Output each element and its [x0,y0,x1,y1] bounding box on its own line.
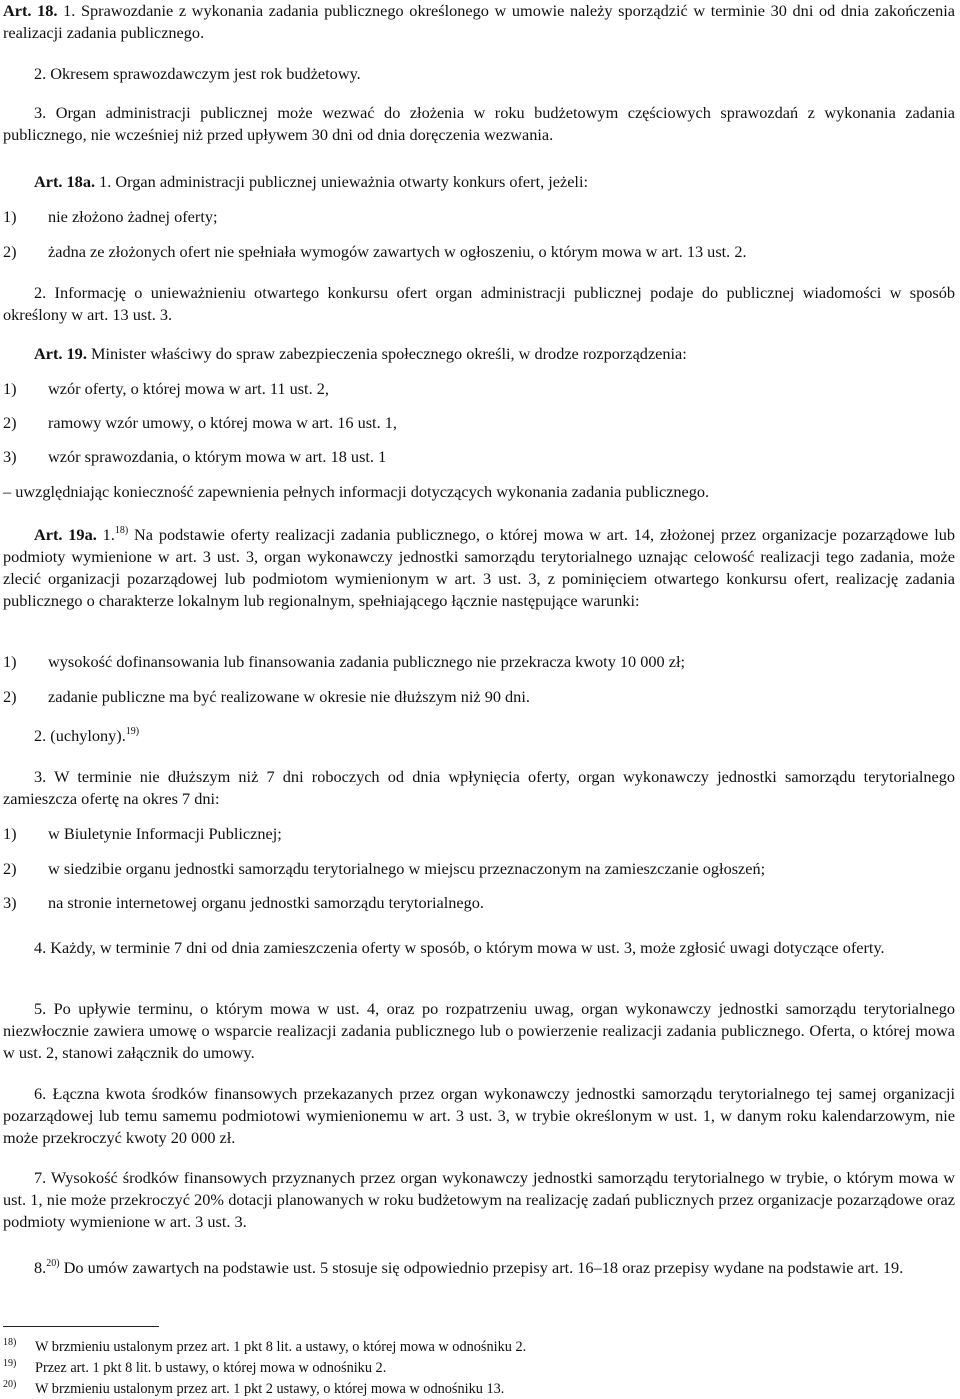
list-item-number: 1) [3,652,17,671]
list-item-number: 2) [3,687,17,706]
art-19a-para-4 [3,937,955,959]
list-item-number: 1) [3,824,17,843]
footnote-ref: 19) [125,725,140,737]
list-item-number: 2) [3,859,17,878]
list-item [3,206,955,228]
art-19a-p6-text: 6. Łączna kwota środków finansowych przekazanych przez organ wykonawczy jednostki samorządu terytorialnego tej samej organizacji pozarządowej lub temu samemu podmiotowi wymienionemu w art. 3 ust. 3, w trybie określonym w ust. 1, w danym roku kalendarzowym, nie może przekroczyć kwoty 20 000 zł. [3,1084,955,1147]
art-19a-p4-text: 4. Każdy, w terminie 7 dni od dnia zamieszczenia oferty w sposób, o którym mowa w ust. 3, może zgłosić uwagi dotyczące oferty. [34,938,885,957]
art-19a-para-2 [3,725,955,747]
list-item-text: w Biuletynie Informacji Publicznej; [48,824,282,843]
list-item [3,446,955,468]
art-19a-p3-text: 3. W terminie nie dłuższym niż 7 dni roboczych od dnia wpłynięcia oferty, organ wykonawczy jednostki samorządu terytorialnego zamieszcza ofertę na okres 7 dni: [3,767,955,808]
list-item [3,823,955,845]
list-item [3,412,955,434]
art-19a-p2-text: 2. (uchylony). [34,726,126,745]
art-18-p2-text: 2. Okresem sprawozdawczym jest rok budżetowy. [34,64,361,83]
list-item [3,651,955,673]
list-item-text: na stronie internetowej organu jednostki samorządu terytorialnego. [48,893,485,912]
list-item [3,378,955,400]
art-18-heading: Art. 18. [3,1,58,20]
footnote-ref: 20) [46,1257,60,1269]
list-item-text: żadna ze złożonych ofert nie spełniała wymogów zawartych w ogłoszeniu, o którym mowa w art. 13 ust. 2. [48,242,747,261]
art-18-p1-text: Sprawozdanie z wykonania zadania publicznego określonego w umowie należy sporządzić w terminie 30 dni od dnia zakończenia realizacji zadania publicznego. [3,1,955,42]
footnote-number: 19) [3,1358,17,1369]
art-19a-para-6 [3,1083,955,1149]
list-item-number: 3) [3,893,17,912]
art-19a-para-5 [3,998,955,1064]
art-19a-p5-text: 5. Po upływie terminu, o którym mowa w ust. 4, oraz po rozpatrzeniu uwag, organ wykonawczy jednostki samorządu terytorialnego niezwłocznie zawiera umowę o wsparcie realizacji zadania publicznego lub o powierzenie realizacji zadania publicznego. Oferta, o której mowa w ust. 2, stanowi załącznik do umowy. [3,999,955,1062]
art-18-p3-text: 3. Organ administracji publicznej może wezwać do złożenia w roku budżetowym częściowych sprawozdań z wykonania zadania publicznego, nie wcześniej niż przed upływem 30 dni od dnia doręczenia wezwania. [3,103,955,144]
footnote-text: W brzmieniu ustalonym przez art. 1 pkt 2 ustawy, o której mowa w odnośniku 13. [35,1381,505,1397]
list-item-text: wysokość dofinansowania lub finansowania zadania publicznego nie przekracza kwoty 10 000 zł; [48,652,686,671]
footnote [3,1380,955,1398]
art-19a-para-7 [3,1167,955,1233]
art-19a-p1-number: 1. [102,525,115,544]
art-18-para-1 [3,0,955,44]
list-item [3,892,955,914]
art-18a-p2-text: 2. Informację o unieważnieniu otwartego konkursu ofert organ administracji publicznej podaje do publicznej wiadomości w sposób określony w art. 13 ust. 3. [3,283,955,324]
art-18-para-2 [3,63,955,85]
list-item-text: w siedzibie organu jednostki samorządu terytorialnego w miejscu przeznaczonym na zamieszczanie ogłoszeń; [48,859,766,878]
list-item-number: 2) [3,413,17,432]
footnote-divider [3,1326,159,1327]
art-19-closing [3,481,955,503]
art-18-p1-number: 1. [63,1,76,20]
list-item-number: 3) [3,447,17,466]
art-19a-p1-text: Na podstawie oferty realizacji zadania publicznego, o której mowa w art. 14, złożonej przez organizacje pozarządowe lub podmioty wymienione w art. 3 ust. 3, organ wykonawczy jednostki samorządu terytorialnego uznając celowość realizacji tego zadania, może zlecić organizacji pozarządowej lub podmiotom wymienionym w art. 3 ust. 3, z pominięciem otwartego konkursu ofert, realizację zadania publicznego o charakterze lokalnym lub regionalnym, spełniającego łącznie następujące warunki: [3,525,956,610]
art-19a-p8-number: 8. [34,1258,47,1277]
footnote-ref: 18) [114,524,129,536]
art-19a-para-1 [3,524,955,612]
list-item-text: wzór oferty, o której mowa w art. 11 ust. 2, [48,379,329,398]
art-19-intro-text: Minister właściwy do spraw zabezpieczenia społecznego określi, w drodze rozporządzenia: [90,344,687,363]
footnote-text: W brzmieniu ustalonym przez art. 1 pkt 8 lit. a ustawy, o której mowa w odnośniku 2. [35,1339,527,1355]
list-item [3,241,955,263]
list-item-text: zadanie publiczne ma być realizowane w okresie nie dłuższym niż 90 dni. [48,687,530,706]
list-item-text: nie złożono żadnej oferty; [48,207,218,226]
list-item-number: 1) [3,207,17,226]
art-19a-para-8 [3,1257,955,1279]
list-item-number: 1) [3,379,17,398]
art-18a-p1-text: 1. Organ administracji publicznej unieważnia otwarty konkurs ofert, jeżeli: [99,172,589,191]
footnote-number: 18) [3,1337,17,1348]
footnote-text: Przez art. 1 pkt 8 lit. b ustawy, o której mowa w odnośniku 2. [35,1360,387,1376]
footnote [3,1359,955,1377]
art-18a-para-1 [3,171,955,193]
art-19a-para-3 [3,766,955,810]
list-item [3,686,955,708]
art-19-closing-text: – uwzględniając konieczność zapewnienia pełnych informacji dotyczących wykonania zadania publicznego. [3,482,710,501]
art-19-intro [3,343,955,365]
footnote-number: 20) [3,1379,17,1390]
art-19a-p8-text: Do umów zawartych na podstawie ust. 5 stosuje się odpowiednio przepisy art. 16–18 oraz przepisy wydane na podstawie art. 19. [63,1258,904,1277]
art-18-para-3 [3,102,955,146]
art-19a-p7-text: 7. Wysokość środków finansowych przyznanych przez organ wykonawczy jednostki samorządu terytorialnego w trybie, o którym mowa w ust. 1, nie może przekroczyć 20% dotacji planowanych w roku budżetowym na realizację zadań publicznych przez organizacje pozarządowe oraz podmioty wymienione w art. 3 ust. 3. [3,1168,955,1231]
list-item-text: wzór sprawozdania, o którym mowa w art. 18 ust. 1 [48,447,387,466]
footnote [3,1338,955,1356]
list-item-text: ramowy wzór umowy, o której mowa w art. 16 ust. 1, [48,413,397,432]
list-item-number: 2) [3,242,17,261]
list-item [3,858,955,880]
art-18a-heading: Art. 18a. [34,172,96,191]
art-19a-heading: Art. 19a. [34,525,97,544]
art-19-heading: Art. 19. [34,344,87,363]
art-18a-para-2 [3,282,955,326]
